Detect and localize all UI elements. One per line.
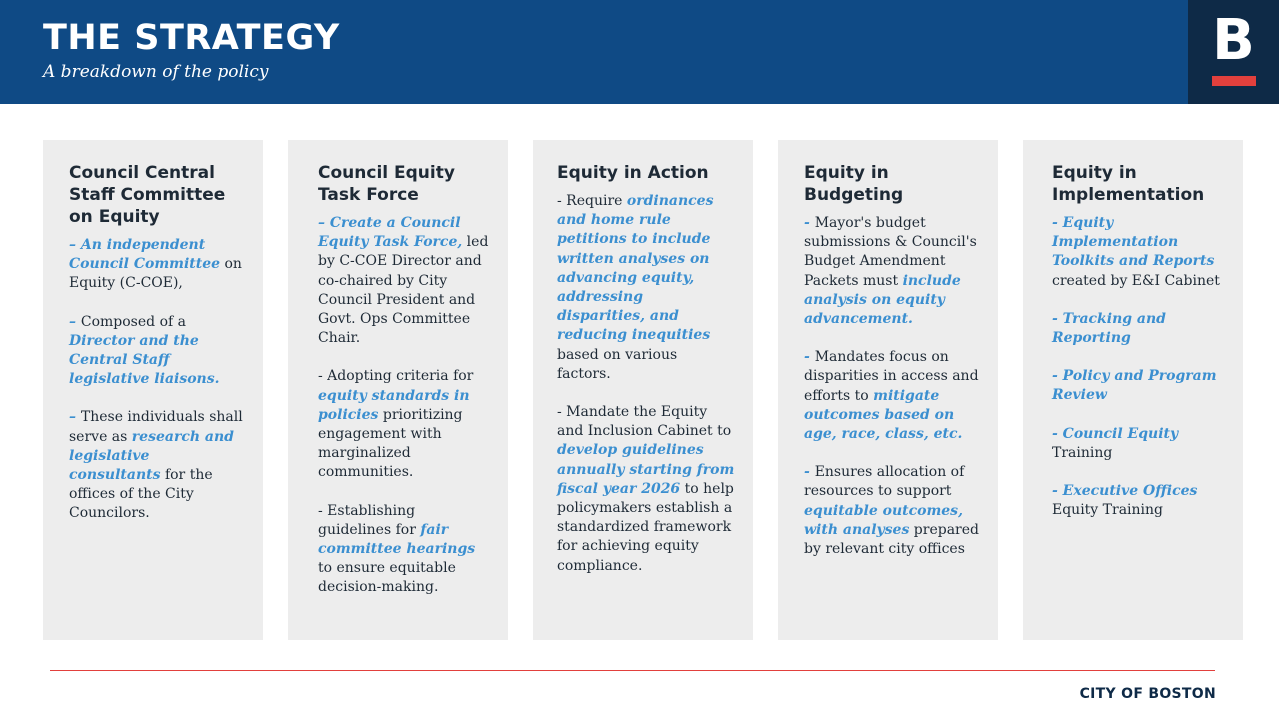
card-title: Council Central Staff Committee on Equity	[69, 163, 226, 227]
highlight-text: mitigate outcomes based on age, race, class, etc.	[804, 387, 963, 443]
body-text: Mayor's budget submissions & Council's Budget Amendment Packets must	[804, 215, 977, 289]
body-text: Ensures allocation of resources to support	[804, 464, 965, 500]
logo-letter: B	[1212, 8, 1255, 73]
body-text: Training	[1052, 444, 1113, 461]
dash: -	[804, 349, 815, 366]
body-text: to ensure equitable decision-making.	[318, 560, 456, 596]
card-paragraph	[1052, 425, 1225, 463]
highlight-text: - Policy and Program Review	[1052, 368, 1217, 404]
highlight-text: include analysis on equity advancement.	[804, 272, 961, 328]
page-title: THE STRATEGY	[43, 18, 340, 58]
card-paragraph	[557, 192, 735, 384]
body-text: led by C-COE Director and co-chaired by City Council President and Govt. Ops Committee Chair.	[318, 234, 489, 347]
footer-divider	[50, 670, 1215, 671]
body-text: on Equity (C-COE),	[69, 256, 242, 292]
highlight-text: - Council Equity	[1052, 425, 1179, 442]
boston-logo	[1188, 0, 1279, 104]
dash: –	[69, 313, 81, 330]
page-subtitle: A breakdown of the policy	[43, 62, 269, 82]
card-title: Council Equity Task Force	[318, 163, 455, 205]
card-equity-in-action	[533, 140, 753, 640]
card-paragraph	[1052, 367, 1225, 405]
card-paragraph	[69, 236, 245, 294]
body-text: prepared by relevant city offices	[804, 521, 979, 558]
card-paragraph	[1052, 310, 1225, 348]
card-paragraph	[318, 367, 490, 482]
card-council-equity-task-force	[288, 140, 508, 640]
card-paragraph	[318, 502, 490, 598]
dash: -	[804, 464, 815, 481]
body-text: - Require	[557, 193, 627, 209]
card-paragraph	[557, 403, 735, 576]
card-paragraph	[804, 348, 980, 444]
logo-red-bar	[1212, 76, 1256, 86]
card-title: Equity in Implementation	[1052, 163, 1205, 205]
body-text: created by E&I Cabinet	[1052, 272, 1220, 289]
header-banner	[0, 0, 1279, 104]
highlight-text: equity standards in policies	[318, 387, 470, 423]
body-text: - Adopting criteria for	[318, 368, 474, 385]
body-text: Mandates focus on disparities in access and efforts to	[804, 349, 979, 404]
body-text: These individuals shall serve as	[69, 409, 243, 445]
highlight-text: - Executive Offices	[1052, 483, 1198, 500]
body-text: based on various factors.	[557, 346, 678, 382]
card-paragraph	[318, 214, 490, 348]
body-text: Composed of a	[80, 313, 186, 330]
card-title: Equity in Budgeting	[804, 163, 904, 205]
highlight-text: ordinances and home rule petitions to include written analyses on advancing equity, addressing disparities, and reducing inequities	[557, 193, 714, 344]
footer-label: CITY OF BOSTON	[1079, 686, 1216, 702]
body-text: - Establishing guidelines for	[318, 502, 421, 538]
body-text: to help policymakers establish a standardized framework for achieving equity compliance.	[557, 480, 734, 574]
card-paragraph	[804, 463, 980, 559]
highlight-text: research and legislative consultants	[69, 428, 234, 484]
body-text: Equity Training	[1052, 502, 1163, 519]
highlight-text: - Tracking and Reporting	[1052, 310, 1166, 347]
card-paragraph	[804, 214, 980, 329]
dash: –	[69, 409, 81, 426]
body-text: - Mandate the Equity and Inclusion Cabinet to	[557, 404, 732, 440]
card-title: Equity in Action	[557, 163, 709, 183]
card-paragraph	[1052, 482, 1225, 520]
card-equity-in-budgeting	[778, 140, 998, 640]
highlight-text: – Create a Council Equity Task Force,	[318, 215, 463, 251]
card-council-central-staff-committee	[43, 140, 263, 640]
card-equity-in-implementation	[1023, 140, 1243, 640]
highlight-text: develop guidelines annually starting from fiscal year 2026	[557, 442, 735, 497]
highlight-text: equitable outcomes, with analyses	[804, 502, 963, 538]
body-text: prioritizing engagement with marginalized communities.	[318, 406, 463, 481]
card-paragraph	[69, 408, 245, 523]
card-paragraph	[69, 313, 245, 390]
dash: -	[804, 215, 815, 231]
highlight-text: - Equity Implementation Toolkits and Reports	[1052, 215, 1215, 270]
highlight-text: fair committee hearings	[318, 521, 476, 558]
highlight-text: – An independent Council Committee	[69, 237, 221, 273]
card-paragraph	[1052, 214, 1225, 291]
highlight-text: Director and the Central Staff legislative liaisons.	[69, 332, 220, 388]
body-text: for the offices of the City Councilors.	[69, 467, 213, 522]
